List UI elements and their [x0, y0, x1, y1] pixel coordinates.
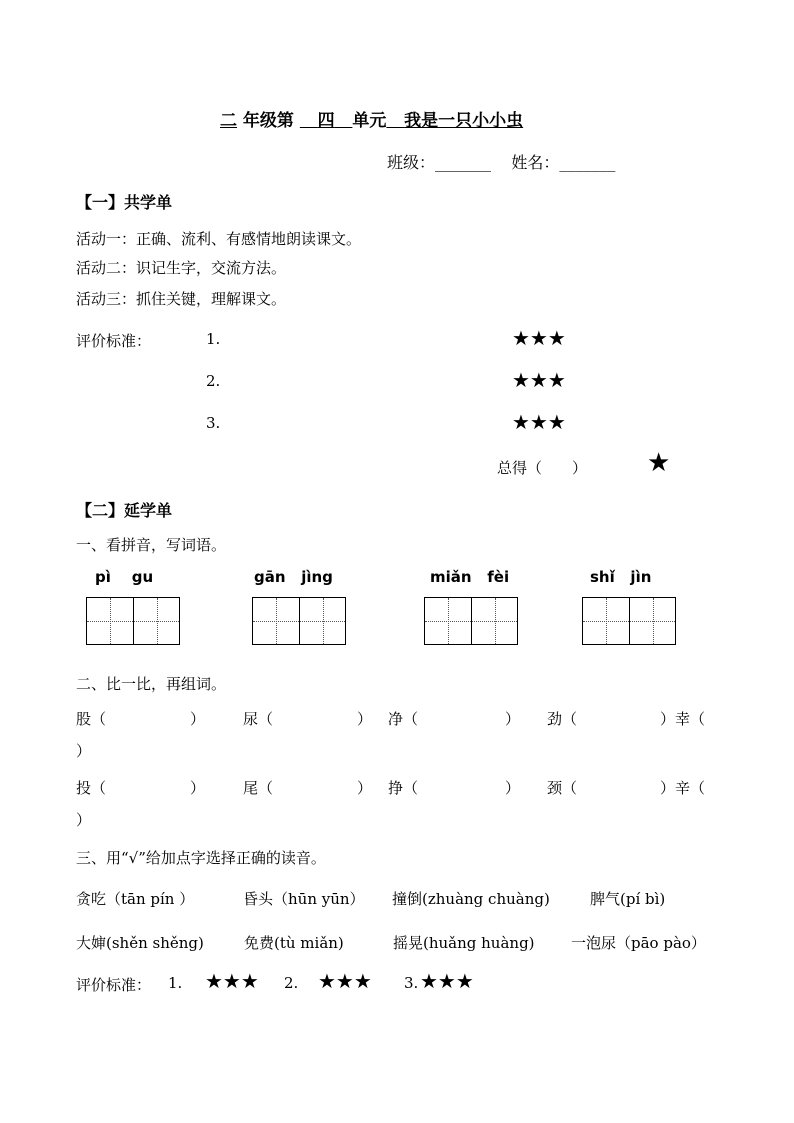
- reading-item-5: 大婶(shěn shěng): [76, 934, 204, 952]
- name-label: 姓名：: [511, 153, 560, 172]
- eval2-item-3-stars: ★★★: [420, 969, 474, 993]
- pinyin-1: pì gu: [95, 568, 154, 586]
- reading-item-2: 昏头（hūn yūn）: [243, 890, 365, 908]
- compare-close-6: ）: [190, 779, 206, 797]
- compare-close-1: ）: [190, 710, 206, 728]
- activity-2: 活动二：识记生字，交流方法。: [76, 259, 287, 277]
- writing-cell[interactable]: [133, 598, 179, 644]
- compare-wrap-1: ）: [76, 742, 92, 760]
- compare-close-7: ）: [357, 779, 373, 797]
- writing-cell[interactable]: [629, 598, 675, 644]
- reading-item-6: 免费(tù miǎn): [244, 934, 344, 952]
- eval-item-3-stars: ★★★: [512, 410, 566, 434]
- eval-item-2-stars: ★★★: [512, 368, 566, 392]
- eval-item-1-num: 1.: [206, 330, 221, 348]
- writing-cell[interactable]: [299, 598, 345, 644]
- eval-item-2-num: 2.: [206, 372, 221, 390]
- question-3: 三、用“√”给加点字选择正确的读音。: [76, 849, 326, 867]
- compare-close-2: ）: [357, 710, 373, 728]
- eval2-item-1-num: 1.: [168, 974, 183, 992]
- eval-label-2: 评价标准：: [76, 976, 152, 994]
- unit-word: 单元: [352, 111, 387, 131]
- writing-grid-1[interactable]: [86, 597, 180, 645]
- writing-cell[interactable]: [471, 598, 517, 644]
- compare-word-2: 尿（: [243, 710, 274, 728]
- writing-cell[interactable]: [425, 598, 471, 644]
- eval-item-3-num: 3.: [206, 414, 221, 432]
- compare-word-8: 挣（: [388, 779, 419, 797]
- eval2-item-1-stars: ★★★: [205, 969, 259, 993]
- compare-word-3: 净（: [388, 710, 419, 728]
- compare-word-5: ）幸（: [660, 710, 706, 728]
- writing-cell[interactable]: [87, 598, 133, 644]
- compare-word-4: 劲（: [547, 710, 578, 728]
- reading-item-3: 撞倒(zhuàng chuàng): [392, 890, 550, 908]
- compare-close-3: ）: [505, 710, 521, 728]
- unit-number: 四: [317, 111, 335, 131]
- reading-item-7: 摇晃(huǎng huàng): [393, 934, 535, 952]
- section2-heading: 【二】延学单: [76, 501, 173, 520]
- name-blank[interactable]: _______: [559, 153, 616, 172]
- writing-grid-2[interactable]: [252, 597, 346, 645]
- pinyin-3: miǎn fèi: [430, 568, 510, 586]
- lesson-title: 我是一只小小虫: [404, 111, 524, 131]
- question-1: 一、看拼音，写词语。: [76, 536, 227, 554]
- compare-wrap-2: ）: [76, 811, 92, 829]
- writing-cell[interactable]: [583, 598, 629, 644]
- total-star-icon: ★: [647, 448, 671, 478]
- eval-label: 评价标准：: [76, 332, 152, 350]
- activity-3: 活动三：抓住关键，理解课文。: [76, 290, 287, 308]
- grade-suffix: 年级第: [242, 111, 294, 131]
- writing-grid-4[interactable]: [582, 597, 676, 645]
- pinyin-2: gān jìng: [254, 568, 333, 586]
- class-blank[interactable]: _______: [435, 153, 492, 172]
- activity-1: 活动一：正确、流利、有感情地朗读课文。: [76, 230, 362, 248]
- reading-item-4: 脾气(pí bì): [590, 890, 666, 908]
- writing-grid-3[interactable]: [424, 597, 518, 645]
- compare-word-7: 尾（: [243, 779, 274, 797]
- student-info: [387, 150, 615, 173]
- eval2-item-3-num: 3.: [404, 974, 419, 992]
- class-label: 班级：: [387, 153, 436, 172]
- total-score-label: 总得（ ）: [497, 459, 588, 477]
- grade-number: 二: [220, 111, 237, 131]
- page-title: [220, 106, 523, 131]
- writing-cell[interactable]: [253, 598, 299, 644]
- eval2-item-2-stars: ★★★: [318, 969, 372, 993]
- reading-item-8: 一泡尿（pāo pào）: [571, 934, 706, 952]
- pinyin-4: shǐ jìn: [590, 568, 652, 586]
- reading-item-1: 贪吃（tān pín ）: [76, 890, 195, 908]
- compare-word-10: ）辛（: [660, 779, 706, 797]
- question-2: 二、比一比，再组词。: [76, 675, 227, 693]
- compare-word-9: 颈（: [547, 779, 578, 797]
- compare-word-1: 股（: [76, 710, 107, 728]
- compare-close-8: ）: [505, 779, 521, 797]
- section1-heading: 【一】共学单: [76, 193, 173, 212]
- eval-item-1-stars: ★★★: [512, 326, 566, 350]
- eval2-item-2-num: 2.: [284, 974, 299, 992]
- compare-word-6: 投（: [76, 779, 107, 797]
